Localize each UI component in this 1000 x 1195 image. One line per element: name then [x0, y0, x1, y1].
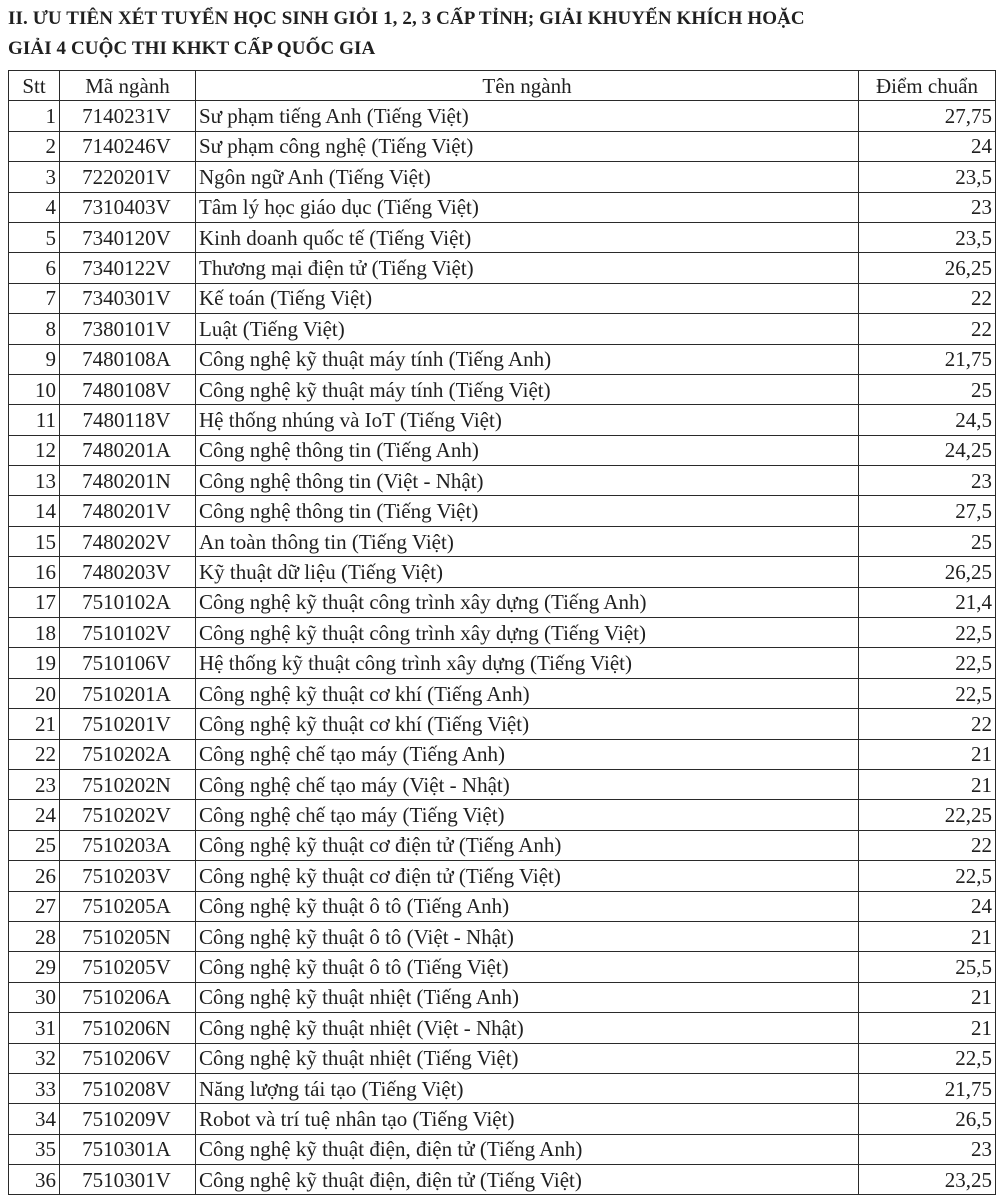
program-name: Công nghệ chế tạo máy (Việt - Nhật) [196, 769, 859, 799]
table-row [9, 344, 996, 374]
row-stt: 32 [9, 1043, 60, 1073]
program-code: 7380101V [60, 314, 196, 344]
program-name: Công nghệ chế tạo máy (Tiếng Việt) [196, 800, 859, 830]
row-stt: 18 [9, 618, 60, 648]
row-stt: 33 [9, 1073, 60, 1103]
program-name: Hệ thống nhúng và IoT (Tiếng Việt) [196, 405, 859, 435]
table-row [9, 435, 996, 465]
program-code: 7480201A [60, 435, 196, 465]
cutoff-score: 26,25 [859, 557, 996, 587]
program-code: 7510205N [60, 921, 196, 951]
header-program-name: Tên ngành [196, 71, 859, 101]
cutoff-score: 21 [859, 982, 996, 1012]
program-code: 7310403V [60, 192, 196, 222]
table-row [9, 101, 996, 131]
table-row [9, 374, 996, 404]
program-name: Thương mại điện tử (Tiếng Việt) [196, 253, 859, 283]
cutoff-score: 22,5 [859, 1043, 996, 1073]
program-name: Công nghệ kỹ thuật cơ điện tử (Tiếng Anh) [196, 830, 859, 860]
program-code: 7510201V [60, 709, 196, 739]
row-stt: 26 [9, 861, 60, 891]
table-row [9, 1073, 996, 1103]
program-code: 7510106V [60, 648, 196, 678]
row-stt: 12 [9, 435, 60, 465]
program-code: 7510206N [60, 1013, 196, 1043]
program-code: 7510301V [60, 1165, 196, 1195]
cutoff-score: 25 [859, 526, 996, 556]
program-code: 7480118V [60, 405, 196, 435]
table-row [9, 222, 996, 252]
table-row [9, 253, 996, 283]
cutoff-score: 23 [859, 192, 996, 222]
cutoff-score: 24,5 [859, 405, 996, 435]
cutoff-score: 21 [859, 1013, 996, 1043]
cutoff-score: 26,5 [859, 1104, 996, 1134]
cutoff-score: 24 [859, 891, 996, 921]
row-stt: 28 [9, 921, 60, 951]
program-code: 7510206V [60, 1043, 196, 1073]
program-name: Tâm lý học giáo dục (Tiếng Việt) [196, 192, 859, 222]
program-code: 7510208V [60, 1073, 196, 1103]
row-stt: 34 [9, 1104, 60, 1134]
program-code: 7340120V [60, 222, 196, 252]
row-stt: 27 [9, 891, 60, 921]
program-name: Công nghệ kỹ thuật máy tính (Tiếng Việt) [196, 374, 859, 404]
cutoff-score: 23 [859, 1134, 996, 1164]
cutoff-score: 21 [859, 769, 996, 799]
program-name: Công nghệ kỹ thuật ô tô (Tiếng Việt) [196, 952, 859, 982]
program-name: Công nghệ kỹ thuật ô tô (Việt - Nhật) [196, 921, 859, 951]
row-stt: 2 [9, 131, 60, 161]
table-row [9, 861, 996, 891]
table-row [9, 314, 996, 344]
program-code: 7510205A [60, 891, 196, 921]
row-stt: 25 [9, 830, 60, 860]
table-header-row [9, 71, 996, 101]
header-cutoff-score: Điểm chuẩn [859, 71, 996, 101]
row-stt: 11 [9, 405, 60, 435]
row-stt: 15 [9, 526, 60, 556]
table-row [9, 982, 996, 1012]
program-name: Công nghệ kỹ thuật công trình xây dựng (Tiếng Anh) [196, 587, 859, 617]
program-code: 7510202N [60, 769, 196, 799]
cutoff-score: 21,75 [859, 1073, 996, 1103]
row-stt: 36 [9, 1165, 60, 1195]
cutoff-score: 22 [859, 314, 996, 344]
cutoff-score: 23,5 [859, 162, 996, 192]
cutoff-score: 26,25 [859, 253, 996, 283]
row-stt: 31 [9, 1013, 60, 1043]
program-code: 7140246V [60, 131, 196, 161]
cutoff-score: 27,5 [859, 496, 996, 526]
cutoff-score: 21,4 [859, 587, 996, 617]
program-code: 7510201A [60, 678, 196, 708]
program-name: Công nghệ kỹ thuật nhiệt (Việt - Nhật) [196, 1013, 859, 1043]
table-body [9, 101, 996, 1195]
program-code: 7510203A [60, 830, 196, 860]
table-row [9, 496, 996, 526]
program-code: 7480108V [60, 374, 196, 404]
header-stt: Stt [9, 71, 60, 101]
table-row [9, 739, 996, 769]
cutoff-score: 27,75 [859, 101, 996, 131]
table-row [9, 800, 996, 830]
section-heading [8, 2, 998, 64]
table-row [9, 192, 996, 222]
table-row [9, 952, 996, 982]
row-stt: 6 [9, 253, 60, 283]
row-stt: 5 [9, 222, 60, 252]
program-code: 7510209V [60, 1104, 196, 1134]
cutoff-score: 22,5 [859, 618, 996, 648]
program-name: Robot và trí tuệ nhân tạo (Tiếng Việt) [196, 1104, 859, 1134]
cutoff-score: 21 [859, 739, 996, 769]
program-name: Công nghệ kỹ thuật cơ khí (Tiếng Anh) [196, 678, 859, 708]
table-row [9, 1013, 996, 1043]
cutoff-score: 25,5 [859, 952, 996, 982]
program-name: Sư phạm tiếng Anh (Tiếng Việt) [196, 101, 859, 131]
section-heading-line-2: GIẢI 4 CUỘC THI KHKT CẤP QUỐC GIA [8, 38, 376, 59]
cutoff-score: 22 [859, 709, 996, 739]
program-code: 7480201N [60, 466, 196, 496]
row-stt: 35 [9, 1134, 60, 1164]
row-stt: 23 [9, 769, 60, 799]
row-stt: 9 [9, 344, 60, 374]
section-heading-line-1: II. ƯU TIÊN XÉT TUYỂN HỌC SINH GIỎI 1, 2, 3 CẤP TỈNH; GIẢI KHUYẾN KHÍCH HOẶC [8, 8, 805, 29]
row-stt: 22 [9, 739, 60, 769]
table-row [9, 1134, 996, 1164]
program-code: 7340122V [60, 253, 196, 283]
cutoff-score: 22 [859, 830, 996, 860]
table-row [9, 648, 996, 678]
admission-score-table [8, 70, 996, 1195]
program-name: Kế toán (Tiếng Việt) [196, 283, 859, 313]
program-name: Công nghệ thông tin (Tiếng Anh) [196, 435, 859, 465]
row-stt: 3 [9, 162, 60, 192]
row-stt: 19 [9, 648, 60, 678]
program-code: 7220201V [60, 162, 196, 192]
program-code: 7510205V [60, 952, 196, 982]
row-stt: 1 [9, 101, 60, 131]
row-stt: 29 [9, 952, 60, 982]
table-row [9, 131, 996, 161]
table-row [9, 678, 996, 708]
program-code: 7510102A [60, 587, 196, 617]
program-name: Kỹ thuật dữ liệu (Tiếng Việt) [196, 557, 859, 587]
row-stt: 14 [9, 496, 60, 526]
table-row [9, 830, 996, 860]
program-code: 7140231V [60, 101, 196, 131]
program-code: 7510206A [60, 982, 196, 1012]
program-name: Công nghệ kỹ thuật điện, điện tử (Tiếng Việt) [196, 1165, 859, 1195]
cutoff-score: 22,5 [859, 678, 996, 708]
row-stt: 20 [9, 678, 60, 708]
program-name: An toàn thông tin (Tiếng Việt) [196, 526, 859, 556]
table-row [9, 921, 996, 951]
row-stt: 17 [9, 587, 60, 617]
table-row [9, 769, 996, 799]
table-row [9, 1043, 996, 1073]
program-name: Công nghệ kỹ thuật cơ điện tử (Tiếng Việt) [196, 861, 859, 891]
table-row [9, 1165, 996, 1195]
program-name: Công nghệ chế tạo máy (Tiếng Anh) [196, 739, 859, 769]
cutoff-score: 21,75 [859, 344, 996, 374]
table-row [9, 709, 996, 739]
row-stt: 4 [9, 192, 60, 222]
program-name: Kinh doanh quốc tế (Tiếng Việt) [196, 222, 859, 252]
program-name: Công nghệ kỹ thuật cơ khí (Tiếng Việt) [196, 709, 859, 739]
program-code: 7510202A [60, 739, 196, 769]
table-row [9, 891, 996, 921]
table-row [9, 1104, 996, 1134]
cutoff-score: 21 [859, 921, 996, 951]
row-stt: 10 [9, 374, 60, 404]
program-code: 7510102V [60, 618, 196, 648]
program-code: 7510203V [60, 861, 196, 891]
cutoff-score: 23 [859, 466, 996, 496]
row-stt: 30 [9, 982, 60, 1012]
program-name: Công nghệ kỹ thuật máy tính (Tiếng Anh) [196, 344, 859, 374]
cutoff-score: 22,25 [859, 800, 996, 830]
program-name: Công nghệ kỹ thuật công trình xây dựng (Tiếng Việt) [196, 618, 859, 648]
table-row [9, 618, 996, 648]
program-name: Công nghệ kỹ thuật ô tô (Tiếng Anh) [196, 891, 859, 921]
program-name: Công nghệ kỹ thuật nhiệt (Tiếng Việt) [196, 1043, 859, 1073]
row-stt: 16 [9, 557, 60, 587]
cutoff-score: 24,25 [859, 435, 996, 465]
program-name: Hệ thống kỹ thuật công trình xây dựng (Tiếng Việt) [196, 648, 859, 678]
table-row [9, 405, 996, 435]
cutoff-score: 24 [859, 131, 996, 161]
program-name: Công nghệ kỹ thuật nhiệt (Tiếng Anh) [196, 982, 859, 1012]
cutoff-score: 22,5 [859, 861, 996, 891]
program-code: 7480108A [60, 344, 196, 374]
table-row [9, 526, 996, 556]
cutoff-score: 22,5 [859, 648, 996, 678]
program-name: Sư phạm công nghệ (Tiếng Việt) [196, 131, 859, 161]
program-code: 7510301A [60, 1134, 196, 1164]
table-row [9, 466, 996, 496]
header-program-code: Mã ngành [60, 71, 196, 101]
table-row [9, 283, 996, 313]
row-stt: 13 [9, 466, 60, 496]
program-code: 7480201V [60, 496, 196, 526]
program-name: Ngôn ngữ Anh (Tiếng Việt) [196, 162, 859, 192]
table-row [9, 162, 996, 192]
table-row [9, 557, 996, 587]
cutoff-score: 22 [859, 283, 996, 313]
table-row [9, 587, 996, 617]
row-stt: 21 [9, 709, 60, 739]
program-name: Công nghệ thông tin (Tiếng Việt) [196, 496, 859, 526]
program-name: Công nghệ kỹ thuật điện, điện tử (Tiếng Anh) [196, 1134, 859, 1164]
row-stt: 24 [9, 800, 60, 830]
program-code: 7480202V [60, 526, 196, 556]
program-code: 7480203V [60, 557, 196, 587]
cutoff-score: 23,5 [859, 222, 996, 252]
row-stt: 7 [9, 283, 60, 313]
program-name: Công nghệ thông tin (Việt - Nhật) [196, 466, 859, 496]
cutoff-score: 23,25 [859, 1165, 996, 1195]
cutoff-score: 25 [859, 374, 996, 404]
program-name: Luật (Tiếng Việt) [196, 314, 859, 344]
program-name: Năng lượng tái tạo (Tiếng Việt) [196, 1073, 859, 1103]
program-code: 7340301V [60, 283, 196, 313]
program-code: 7510202V [60, 800, 196, 830]
row-stt: 8 [9, 314, 60, 344]
